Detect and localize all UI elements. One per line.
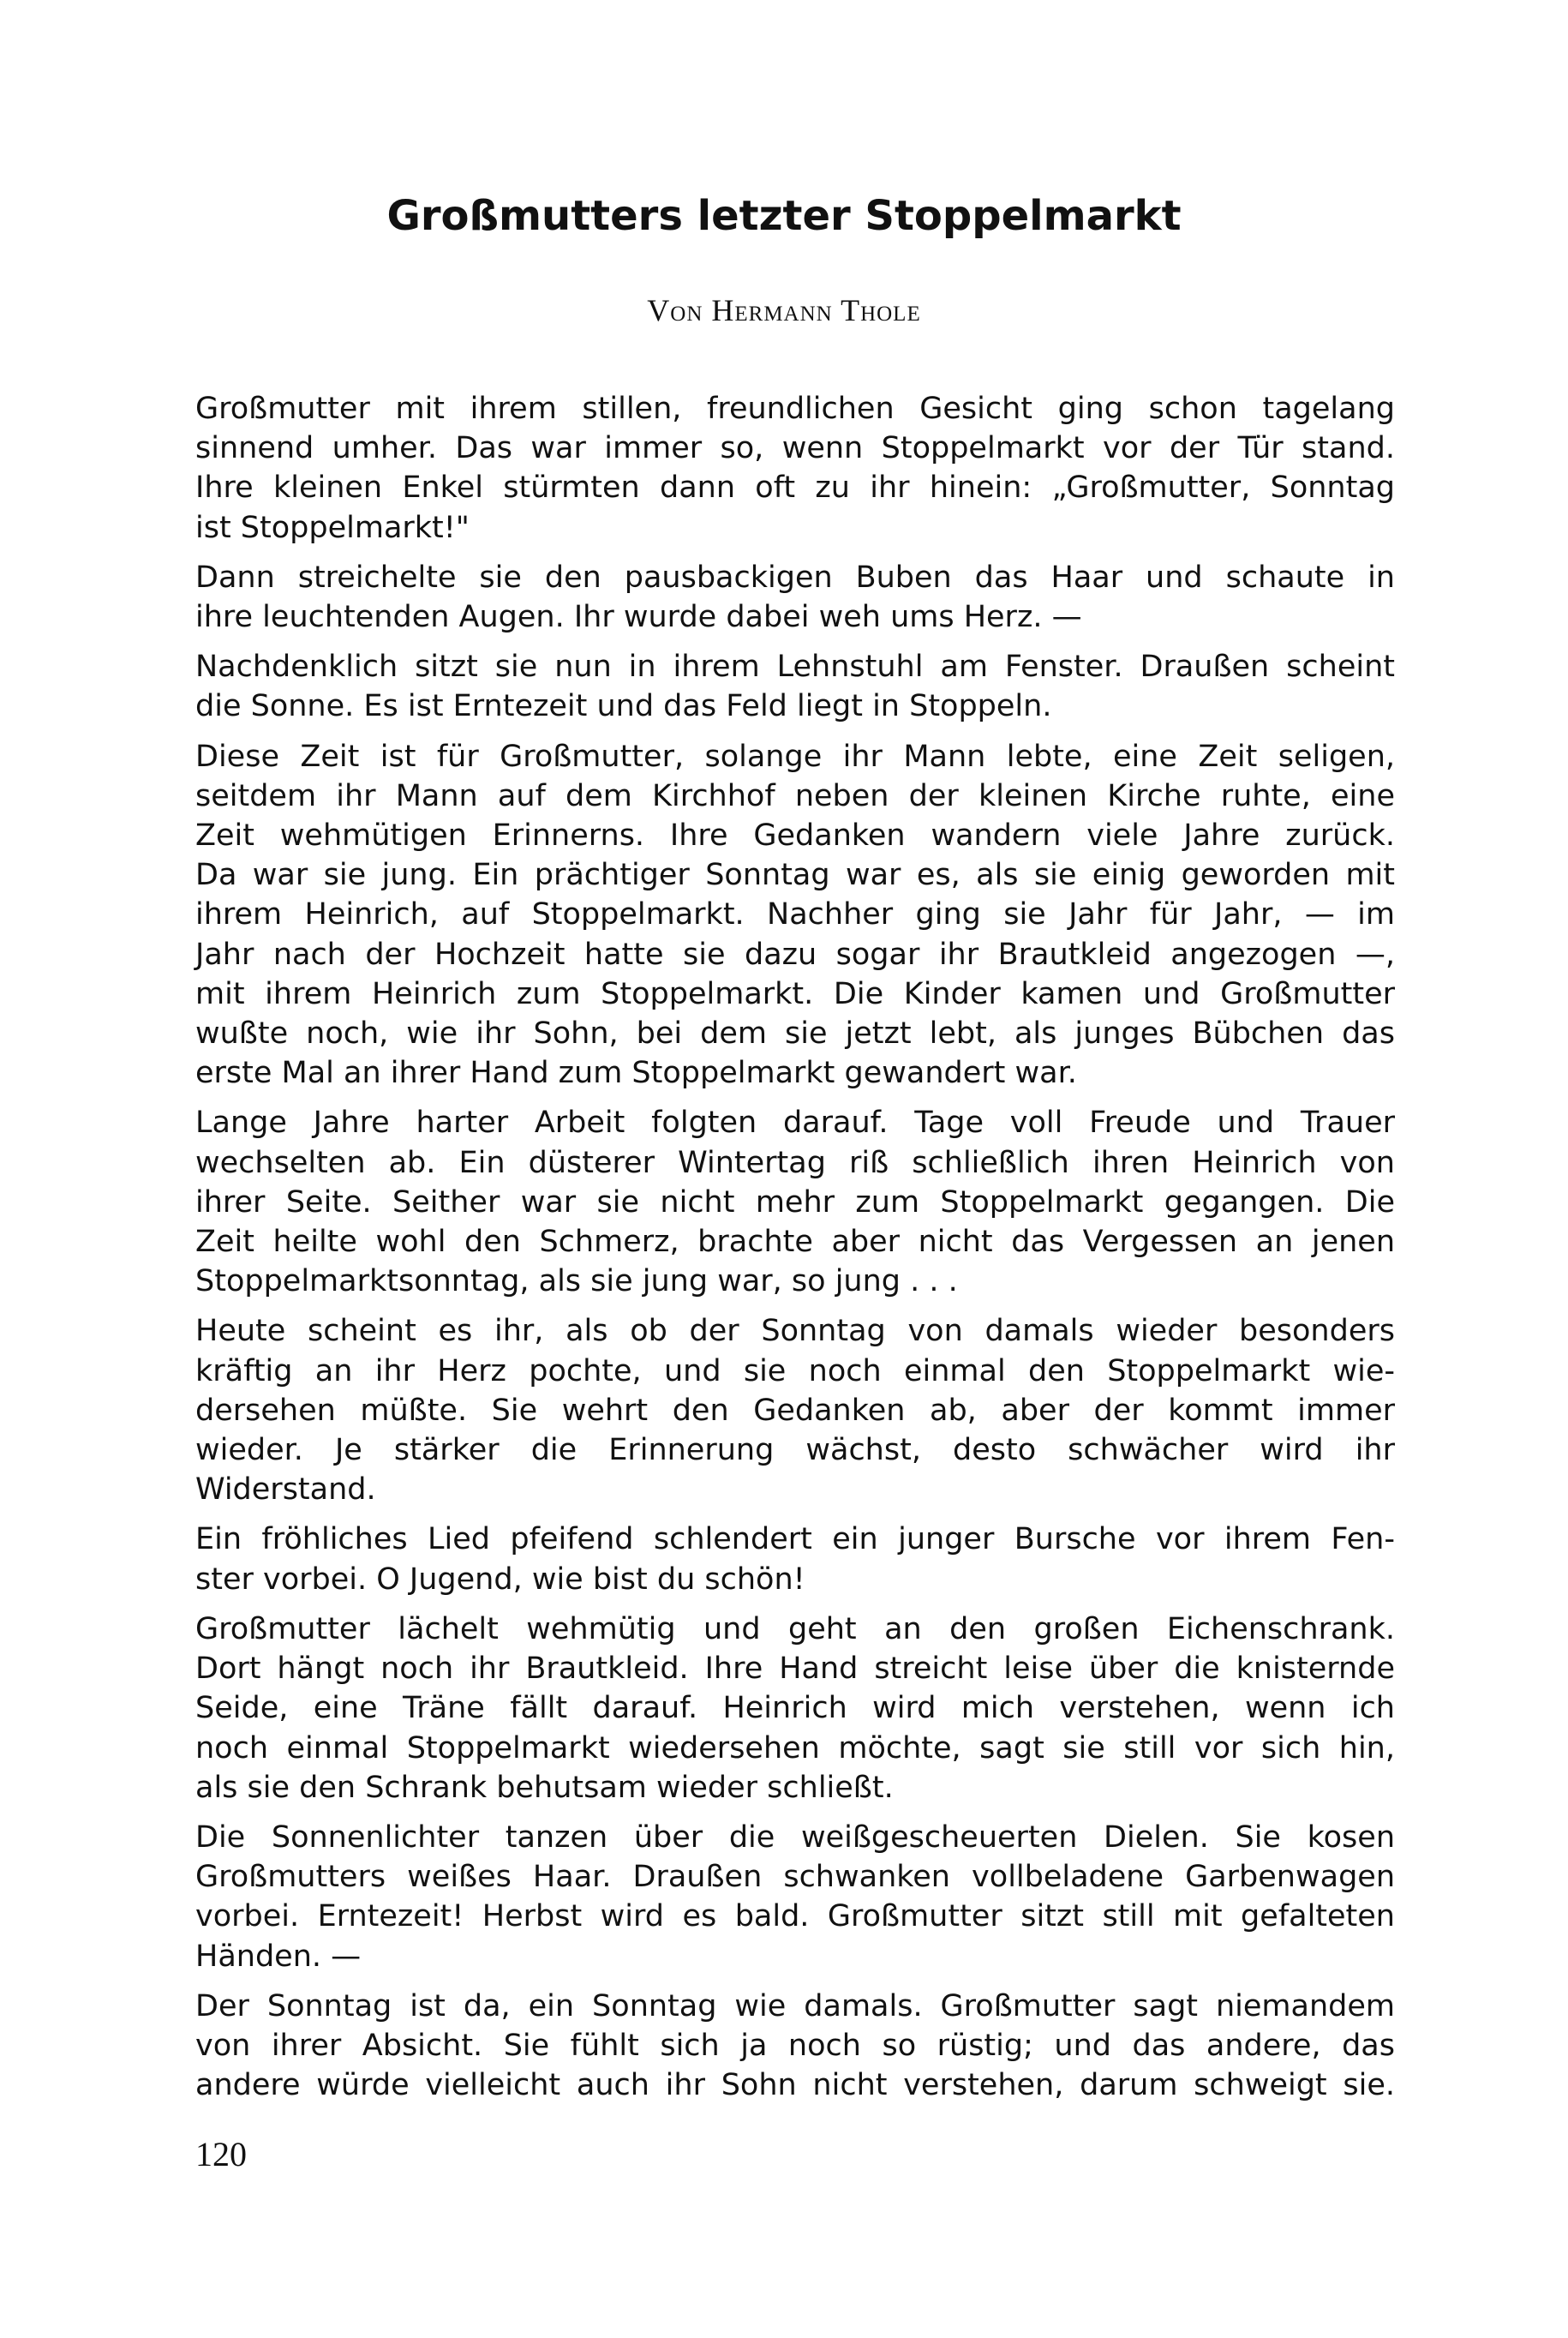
text-line: Großmutters weißes Haar. Draußen schwanken vollbeladene Garbenwagen xyxy=(195,1860,1395,1895)
text-line: ihre leuchtenden Augen. Ihr wurde dabei weh ums Herz. — xyxy=(195,600,1082,635)
text-line: wieder. Je stärker die Erinnerung wächst, desto schwächer wird ihr xyxy=(195,1433,1395,1468)
text-line: sinnend umher. Das war immer so, wenn Stoppelmarkt vor der Tür stand. xyxy=(195,431,1395,466)
paragraph xyxy=(195,1987,1395,2106)
text-line: Die Sonnenlichter tanzen über die weißgescheuerten Dielen. Sie kosen xyxy=(195,1819,1395,1855)
paragraph xyxy=(195,1103,1395,1301)
text-line: Widerstand. xyxy=(195,1472,376,1508)
article-title: Großmutters letzter Stoppelmarkt xyxy=(386,192,1182,240)
text-line: Jahr nach der Hochzeit hatte sie dazu sogar ihr Brautkleid angezogen —, xyxy=(195,937,1395,972)
text-line: Dann streichelte sie den pausbackigen Buben das Haar und schaute in xyxy=(195,560,1395,595)
text-line: Seide, eine Träne fällt darauf. Heinrich wird mich verstehen, wenn ich xyxy=(195,1691,1395,1726)
text-line: ist Stoppelmarkt!" xyxy=(195,510,470,545)
text-line: wußte noch, wie ihr Sohn, bei dem sie jetzt lebt, als junges Bübchen das xyxy=(195,1016,1395,1052)
text-line: Großmutter mit ihrem stillen, freundlichen Gesicht ging schon tagelang xyxy=(195,392,1395,426)
text-line: Diese Zeit ist für Großmutter, solange ihr Mann lebte, eine Zeit seligen, xyxy=(195,739,1395,774)
text-line: Stoppelmarktsonntag, als sie jung war, so jung . . . xyxy=(195,1264,958,1299)
text-line: seitdem ihr Mann auf dem Kirchhof neben der kleinen Kirche ruhte, eine xyxy=(195,778,1395,813)
text-line: ster vorbei. O Jugend, wie bist du schön! xyxy=(195,1562,805,1597)
text-line: ihrer Seite. Seither war sie nicht mehr zum Stoppelmarkt gegangen. Die xyxy=(195,1184,1395,1220)
paragraph xyxy=(195,737,1395,1094)
text-line: Zeit wehmütigen Erinnerns. Ihre Gedanken wandern viele Jahre zurück. xyxy=(195,818,1395,854)
text-line: die Sonne. Es ist Erntezeit und das Feld liegt in Stoppeln. xyxy=(195,689,1052,724)
text-line: Heute scheint es ihr, als ob der Sonntag von damals wieder besonders xyxy=(195,1314,1395,1349)
paragraph xyxy=(195,647,1395,726)
text-line: Lange Jahre harter Arbeit folgten darauf. Tage voll Freude und Trauer xyxy=(195,1106,1395,1141)
text-line: kräftig an ihr Herz pochte, und sie noch einmal den Stoppelmarkt wie- xyxy=(195,1353,1395,1388)
text-line: noch einmal Stoppelmarkt wiedersehen möchte, sagt sie still vor sich hin, xyxy=(195,1730,1395,1765)
text-line: ihrem Heinrich, auf Stoppelmarkt. Nachher ging sie Jahr für Jahr, — im xyxy=(195,897,1395,932)
paragraph xyxy=(195,558,1395,637)
text-line: von ihrer Absicht. Sie fühlt sich ja noch so rüstig; und das andere, das xyxy=(195,2028,1395,2063)
text-line: als sie den Schrank behutsam wieder schließt. xyxy=(195,1770,894,1805)
text-line: erste Mal an ihrer Hand zum Stoppelmarkt gewandert war. xyxy=(195,1056,1077,1091)
text-line: mit ihrem Heinrich zum Stoppelmarkt. Die Kinder kamen und Großmutter xyxy=(195,976,1395,1011)
text-line: Da war sie jung. Ein prächtiger Sonntag war es, als sie einig geworden mit xyxy=(195,858,1395,893)
article-body xyxy=(195,389,1395,2115)
text-line: andere würde vielleicht auch ihr Sohn nicht verstehen, darum schweigt sie. xyxy=(195,2068,1395,2103)
paragraph xyxy=(195,389,1395,548)
paragraph xyxy=(195,1610,1395,1807)
text-line: Ihre kleinen Enkel stürmten dann oft zu ihr hinein: „Großmutter, Sonntag xyxy=(195,471,1395,506)
text-line: Ein fröhliches Lied pfeifend schlendert ein junger Bursche vor ihrem Fen- xyxy=(195,1522,1395,1557)
text-line: wechselten ab. Ein düsterer Wintertag riß schließlich ihren Heinrich von xyxy=(195,1145,1395,1180)
paragraph xyxy=(195,1818,1395,1976)
text-line: dersehen müßte. Sie wehrt den Gedanken ab, aber der kommt immer xyxy=(195,1393,1395,1428)
text-line: Großmutter lächelt wehmütig und geht an den großen Eichenschrank. xyxy=(195,1611,1395,1646)
text-line: Der Sonntag ist da, ein Sonntag wie damals. Großmutter sagt niemandem xyxy=(195,1988,1395,2023)
paragraph xyxy=(195,1520,1395,1598)
author-byline: Von Hermann Thole xyxy=(647,293,921,327)
text-line: Händen. — xyxy=(195,1939,362,1974)
text-line: Zeit heilte wohl den Schmerz, brachte aber nicht das Vergessen an jenen xyxy=(195,1225,1395,1260)
text-line: vorbei. Erntezeit! Herbst wird es bald. Großmutter sitzt still mit gefalteten xyxy=(195,1899,1395,1934)
text-line: Dort hängt noch ihr Brautkleid. Ihre Hand streicht leise über die knisternde xyxy=(195,1652,1395,1687)
text-line: Nachdenklich sitzt sie nun in ihrem Lehnstuhl am Fenster. Draußen scheint xyxy=(195,650,1395,685)
paragraph xyxy=(195,1311,1395,1509)
page-number: 120 xyxy=(195,2135,247,2173)
